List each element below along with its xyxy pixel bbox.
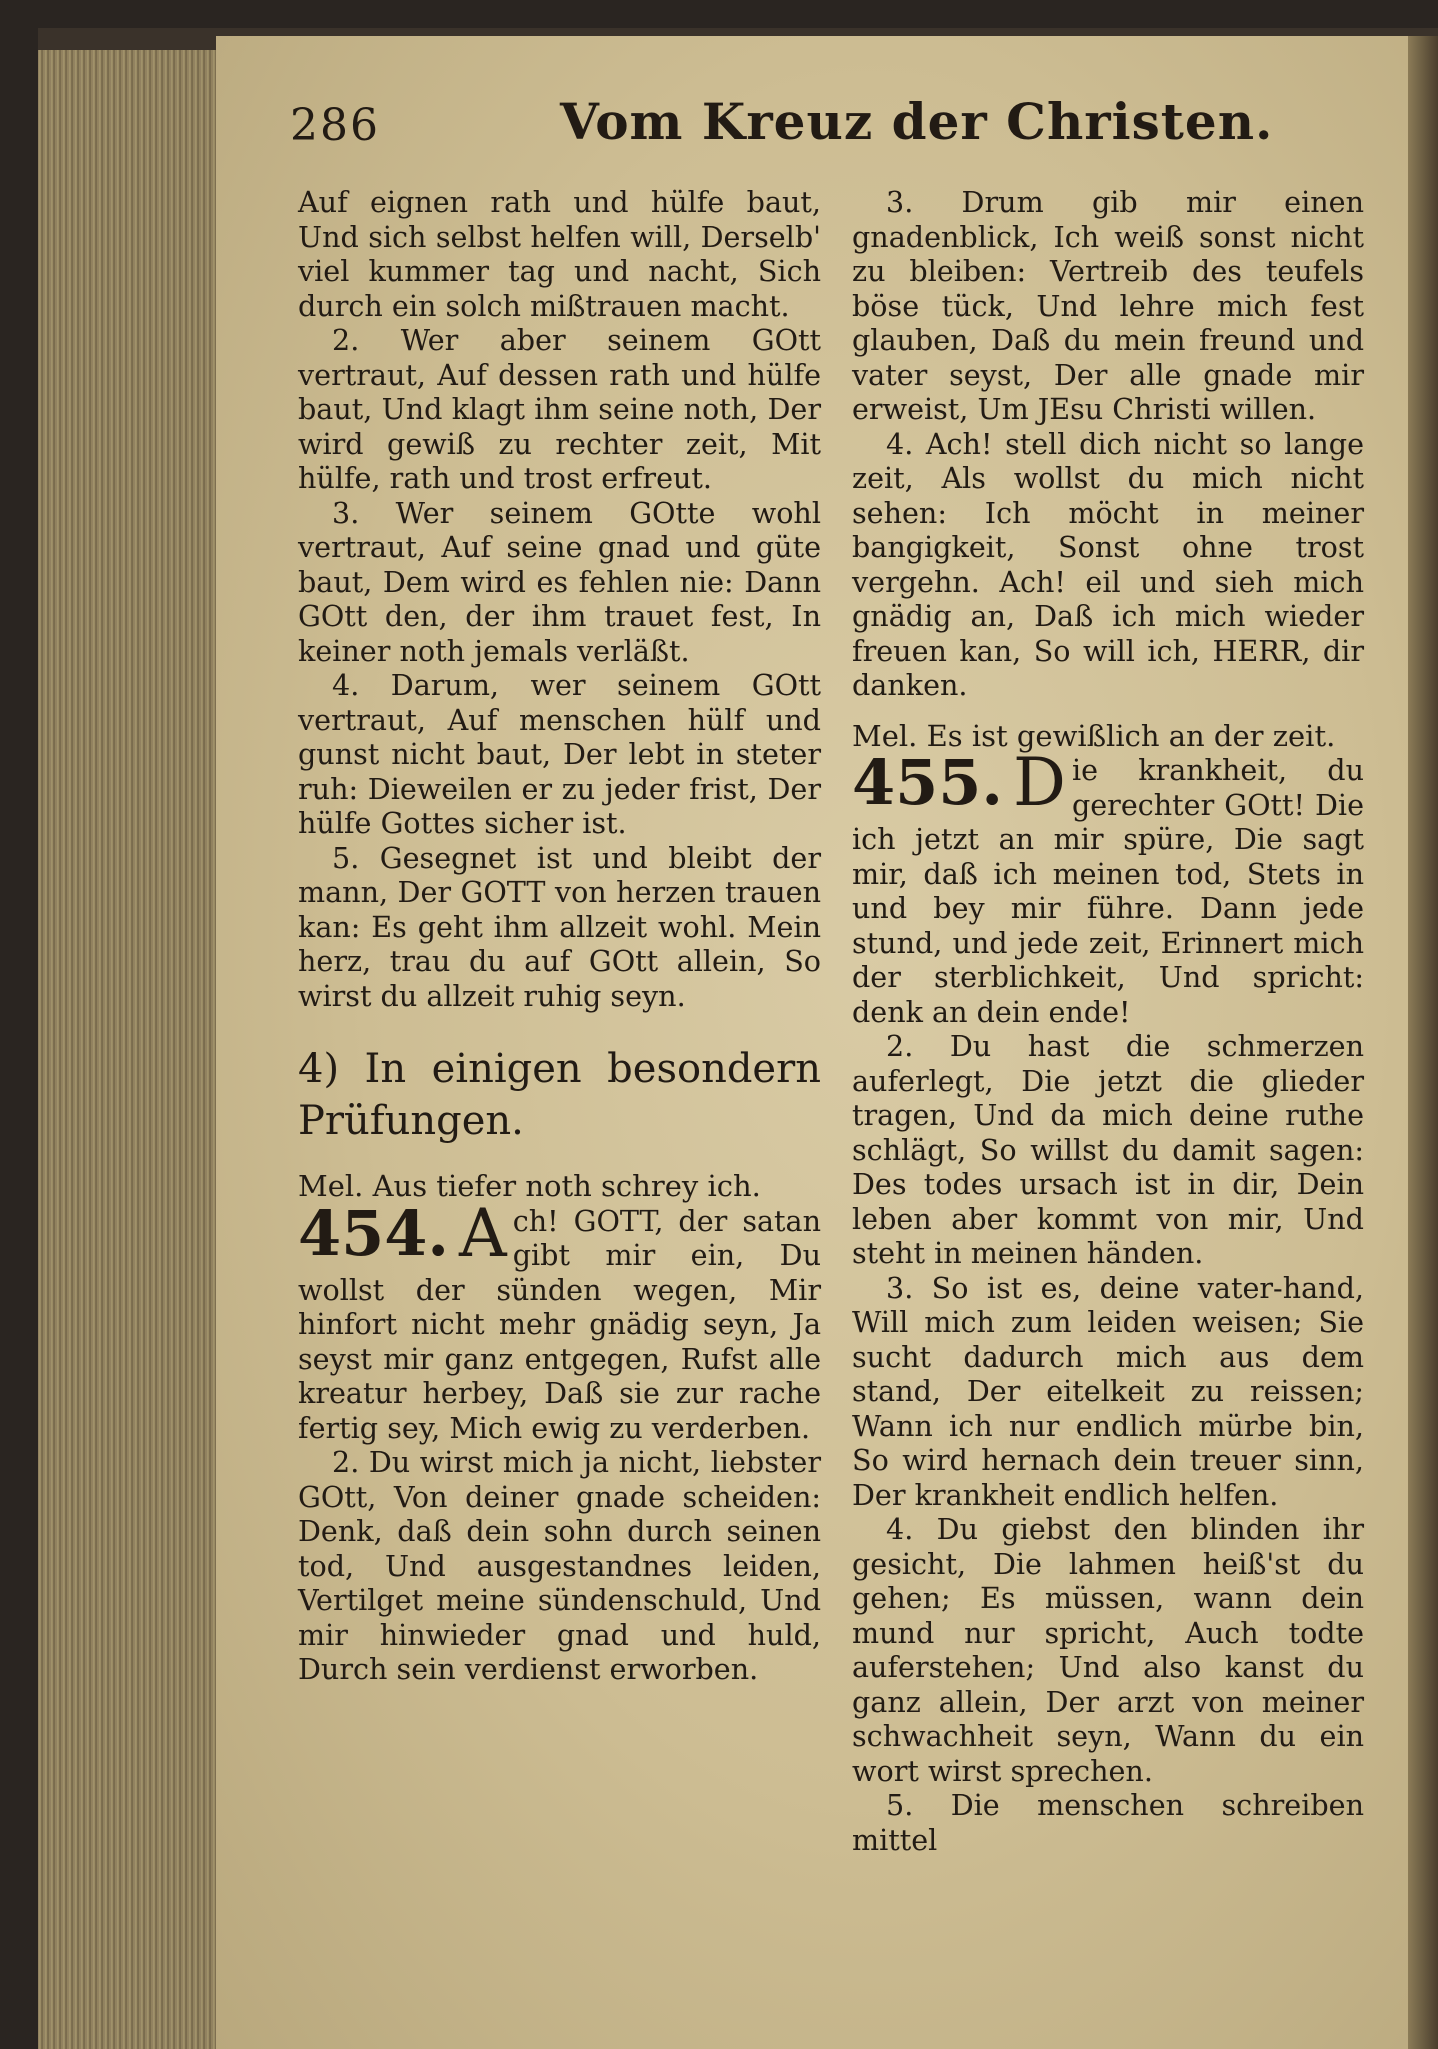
facing-page-edge (1408, 36, 1438, 2049)
verse: 2. Du hast die schmerzen auferlegt, Die jetzt die glieder tragen, Und da mich deine ruthe schlägt, So willst du damit sagen: Des todes ursach ist in dir, Dein leben aber kommt von mir, Und steht in meinen händen. (852, 1029, 1364, 1270)
page-number: 286 (290, 100, 380, 151)
melody-line: Mel. Aus tiefer noth schrey ich. (298, 1169, 761, 1203)
verse: 5. Gesegnet ist und bleibt der mann, Der GOTT von herzen trauen kan: Es geht ihm allzeit wohl. Mein herz, trau du auf GOtt allein, So wirst du allzeit ruhig seyn. (298, 840, 821, 1013)
verse: 2. Wer aber seinem GOtt vertraut, Auf dessen rath und hülfe baut, Und klagt ihm seine noth, Der wird gewiß zu rechter zeit, Mit hülfe, rath und trost erfreut. (298, 323, 821, 495)
running-head: Vom Kreuz der Christen. (560, 92, 1274, 151)
verse: 4. Ach! stell dich nicht so lange zeit, Als wollst du mich nicht sehen: Ich möcht in meiner bangigkeit, Sonst ohne trost vergehn. Ach! eil und sieh mich gnädig an, Daß ich mich wieder freuen kan, So will ich, HERR, dir danken. (852, 426, 1364, 702)
page-edges (38, 50, 221, 2049)
verse: 5. Die menschen schreiben mittel (852, 1788, 1364, 1857)
verse: 2. Du wirst mich ja nicht, liebster GOtt, Von deiner gnade scheiden: Denk, daß dein sohn durch seinen tod, Und ausgestandnes leiden, Vertilget meine sündenschuld, Und mir hinwieder gnad und huld, Durch sein verdienst erworben. (298, 1445, 821, 1686)
section-heading: 4) In einigen besondern Prüfungen. (298, 1046, 821, 1144)
verse-first-lines: ie krankheit, du gerechter GOtt! Die ich jetzt an mir spüre, Die sagt mir, daß ich meinen tod, Stets in und bey mir führe. Dann jede stund, und jede zeit, Erinnert mich der sterblichkeit, Und spricht: denk an dein ende! (852, 753, 1364, 1029)
left-column (298, 185, 821, 1687)
verse-continuation: Auf eignen rath und hülfe baut, Und sich selbst helfen will, Derselb' viel kummer tag und nacht, Sich durch ein solch mißtrauen macht. (298, 185, 821, 323)
hymn-number: 455. (852, 746, 1004, 819)
hymn-455-start (852, 744, 1364, 1029)
drop-cap: A (459, 1194, 507, 1272)
verse-first-lines: ch! GOTT, der satan gibt mir ein, Du wollst der sünden wegen, Mir hinfort nicht mehr gnädig seyn, Ja seyst mir ganz entgegen, Rufst alle kreatur herbey, Daß sie zur rache fertig sey, Mich ewig zu verderben. (298, 1203, 821, 1445)
verse: 4. Darum, wer seinem GOtt vertraut, Auf menschen hülf und gunst nicht baut, Der lebt in steter ruh: Dieweilen er zu jeder frist, Der hülfe Gottes sicher ist. (298, 668, 821, 840)
melody-line: Mel. Es ist gewißlich an der zeit. (852, 718, 1336, 753)
verse: 3. Drum gib mir einen gnadenblick, Ich weiß sonst nicht zu bleiben: Vertreib des teufels böse tück, Und lehre mich fest glauben, Daß du mein freund und vater seyst, Der alle gnade mir erweist, Um JEsu Christi willen. (852, 185, 1364, 426)
hymn-454-start (298, 1194, 821, 1446)
right-column (852, 185, 1364, 1857)
drop-cap: D (1013, 744, 1066, 821)
verse: 4. Du giebst den blinden ihr gesicht, Die lahmen heiß'st du gehen; Es müssen, wann dein mund nur spricht, Auch todte auferstehen; Und also kanst du ganz allein, Der arzt von meiner schwachheit seyn, Wann du ein wort wirst sprechen. (852, 1512, 1364, 1788)
verse: 3. Wer seinem GOtte wohl vertraut, Auf seine gnad und güte baut, Dem wird es fehlen nie: Dann GOtt den, der ihm trauet fest, In keiner noth jemals verläßt. (298, 495, 821, 668)
verse: 3. So ist es, deine vater-hand, Will mich zum leiden weisen; Sie sucht dadurch mich aus dem stand, Der eitelkeit zu reissen; Wann ich nur endlich mürbe bin, So wird hernach dein treuer sinn, Der krankheit endlich helfen. (852, 1270, 1364, 1512)
hymn-number: 454. (298, 1196, 450, 1270)
